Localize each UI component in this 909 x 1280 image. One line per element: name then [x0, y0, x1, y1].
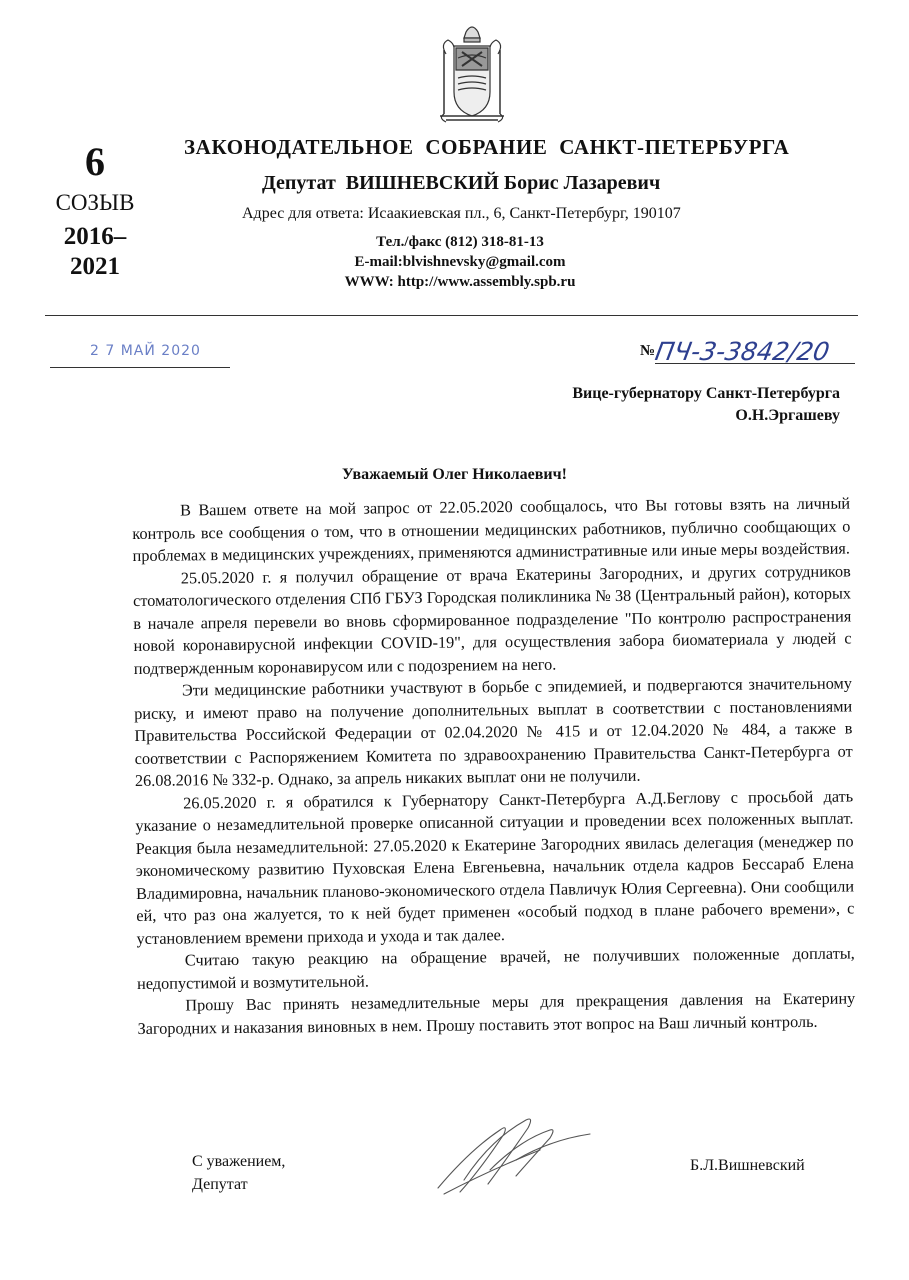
deputy-name: Депутат ВИШНЕВСКИЙ Борис Лазаревич [262, 172, 661, 194]
closing-regards: С уважением, [192, 1153, 286, 1170]
convocation-years: 2016– 2021 [63, 223, 127, 280]
paragraph: Прошу Вас принять незамедлительные меры для прекращения давления на Екатерину Загородних и наказания виновных в нем. Прошу поставить этот вопрос на Ваш личный контроль. [137, 988, 856, 1038]
number-label: № [640, 343, 656, 359]
paragraph: Считаю такую реакцию на обращение врачей, не получивших положенные доплаты, недопустимой и возмутительной. [136, 943, 855, 993]
convocation-block [40, 140, 150, 282]
closing-title: Депутат [192, 1176, 248, 1193]
website: WWW: http://www.assembly.spb.ru [344, 274, 576, 290]
signer-name: Б.Л.Вишневский [690, 1157, 805, 1174]
paragraph: Эти медицинские работники участвуют в борьбе с эпидемией, и подвергаются значительному риску, и имеют право на получение дополнительных выплат в соответствии с постановлениями Правительства Российской Федерации от 02.04.2020 № 415 и от 12.04.2020 № 484, а также в соответствии с Распоряжением Комитета по здравоохранению Правительства Санкт-Петербурга от 26.08.2016 № 332-р. Однако, за апрель никаких выплат они не получили. [134, 673, 853, 790]
convocation-word: СОЗЫВ [55, 190, 135, 215]
addressee-position: Вице-губернатору Санкт-Петербурга [572, 385, 840, 402]
letter-body [132, 492, 856, 1039]
header-divider [45, 315, 858, 316]
closing-block [192, 1150, 285, 1196]
contact-block [330, 232, 590, 292]
salutation: Уважаемый Олег Николаевич! [342, 466, 567, 483]
email-address: E-mail:blvishnevsky@gmail.com [354, 254, 566, 270]
paragraph: В Вашем ответе на мой запрос от 22.05.2020 сообщалось, что Вы готовы взять на личный контроль все сообщения о том, что в отношении медицинских работников, публично сообщающих о проблемах в медицинских учреждениях, применяются административные или иные меры воздействия. [132, 493, 851, 565]
organization-title: ЗАКОНОДАТЕЛЬНОЕ СОБРАНИЕ САНКТ-ПЕТЕРБУРГА [184, 135, 790, 159]
date-stamp: 2 7 МАЙ 2020 [90, 343, 201, 359]
coat-of-arms-icon [436, 22, 508, 128]
paragraph: 25.05.2020 г. я получил обращение от врача Екатерины Загородних, и других сотрудников стоматологического отделения СПб ГБУЗ Городская поликлиника № 38 (Центральный район), которых в начале апреля перевели во вновь сформированное подразделение "По контролю распространения новой коронавирусной инфекции COVID-19", для осуществления забора биоматериала у людей с подтвержденным коронавирусом или с подозрением на него. [132, 560, 852, 678]
date-underline [50, 367, 230, 368]
reply-address: Адрес для ответа: Исаакиевская пл., 6, Санкт-Петербург, 190107 [242, 205, 681, 222]
convocation-number: 6 [85, 139, 105, 184]
signature-icon [430, 1110, 620, 1200]
registration-number-text: ПЧ-3-3842/20 [652, 337, 832, 366]
addressee-block [500, 383, 840, 427]
paragraph: 26.05.2020 г. я обратился к Губернатору Санкт-Петербурга А.Д.Беглову с просьбой дать указание о незамедлительной проверке описанной ситуации и проведении всех положенных выплат. Реакция была незамедлительной: 27.05.2020 к Екатерине Загородних явилась делегация (менеджер по экономическому развитию Пуховская Елена Евгеньевна, начальник отдела кадров Бессараб Елена Владимировна, начальник планово-экономического отдела Павличук Юлия Сергеевна). Они сообщили ей, что раз она жалуется, то к ней будет применен «особый подход в плане рабочего времени», с установлением времени прихода и ухода и так далее. [135, 785, 855, 948]
addressee-name: О.Н.Эргашеву [735, 407, 840, 424]
phone-fax: Тел./факс (812) 318-81-13 [376, 234, 544, 250]
handwritten-registration-number [652, 326, 878, 376]
